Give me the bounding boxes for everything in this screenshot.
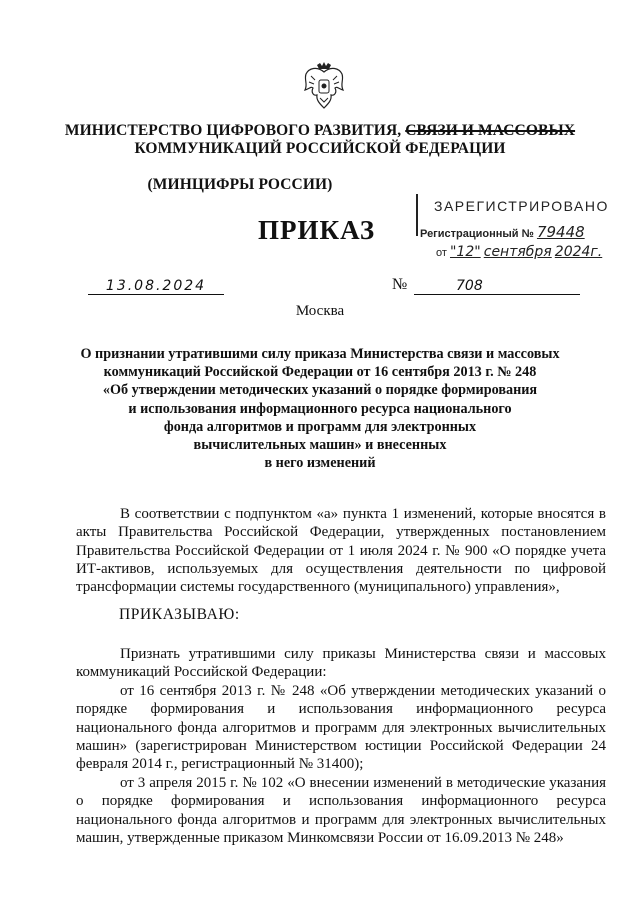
preamble-paragraph: В соответствии с подпунктом «а» пункта 1 изменений, которые вносятся в акты Правительства Российской Федерации, утвержденных постановлением Правительства Российской Федерации от 1 июля 2024 г. № 900 «О порядке учета ИТ-активов, используемых для осуществления деятельности по цифровой трансформации системы государственного (муниципального) управления»,: [76, 506, 606, 596]
heading-line: вычислительных машин» и внесенных: [193, 437, 447, 454]
order-date: 13.08.2024: [88, 278, 224, 295]
order-heading: [80, 345, 560, 472]
stamp-reg-number: 79448: [536, 223, 585, 241]
stamp-registered-label: ЗАРЕГИСТРИРОВАНО: [434, 198, 609, 214]
registration-stamp: [416, 194, 612, 266]
heading-line: фонда алгоритмов и программ для электронных: [163, 418, 477, 435]
ministry-name-line2: КОММУНИКАЦИЙ РОССИЙСКОЙ ФЕДЕРАЦИИ: [134, 140, 506, 157]
stamp-date-year: 2024г.: [554, 244, 603, 260]
ministry-name-line1: [0, 122, 640, 140]
stamp-reg-number-line: [420, 223, 585, 241]
order-number: 708: [414, 278, 580, 295]
coat-of-arms-emblem: [303, 62, 345, 112]
heading-line: коммуникаций Российской Федерации от 16 сентября 2013 г. № 248: [103, 364, 537, 381]
order-title: ПРИКАЗ: [258, 215, 376, 245]
repealed-item-2: от 3 апреля 2015 г. № 102 «О внесении изменений в методические указания о порядке формирования и использования информационного ресурса национального фонда алгоритмов и программ для электронных вычислительных машин, утвержденные приказом Минкомсвязи России от 16.09.2013 № 248»: [76, 775, 606, 846]
heading-line: и использования информационного ресурса национального: [128, 400, 512, 417]
stamp-reg-label: Регистрационный №: [420, 228, 534, 240]
heading-line: «Об утверждении методических указаний о порядке формирования: [102, 382, 538, 399]
order-number-sign: №: [392, 276, 408, 293]
clause-intro-paragraph: Признать утратившими силу приказы Министерства связи и массовых коммуникаций Российской Федерации:: [76, 646, 606, 681]
ministry-name-struck: СВЯЗИ И МАССОВЫХ: [405, 122, 576, 139]
order-directive-word: ПРИКАЗЫВАЮ:: [119, 606, 240, 623]
heading-line: О признании утратившими силу приказа Министерства связи и массовых: [80, 346, 560, 362]
heading-line: в него изменений: [264, 455, 376, 472]
stamp-date-day: "12": [449, 244, 481, 260]
stamp-date-prefix: от: [436, 247, 447, 259]
order-city: Москва: [295, 303, 345, 319]
ministry-short-name: (МИНЦИФРЫ РОССИИ): [147, 176, 333, 193]
stamp-border: [416, 194, 418, 236]
stamp-date-month: сентября: [483, 244, 552, 260]
ministry-name-main: МИНИСТЕРСТВО ЦИФРОВОГО РАЗВИТИЯ,: [64, 122, 402, 139]
stamp-date-line: [436, 244, 602, 260]
repealed-item-1: от 16 сентября 2013 г. № 248 «Об утверждении методических указаний о порядке формирования и использования информационного ресурса национального фонда алгоритмов и программ для электронных вычислительных машин» (зарегистрирован Министерством юстиции Российской Федерации 24 февраля 2014 г., регистрационный № 31400);: [76, 683, 606, 773]
